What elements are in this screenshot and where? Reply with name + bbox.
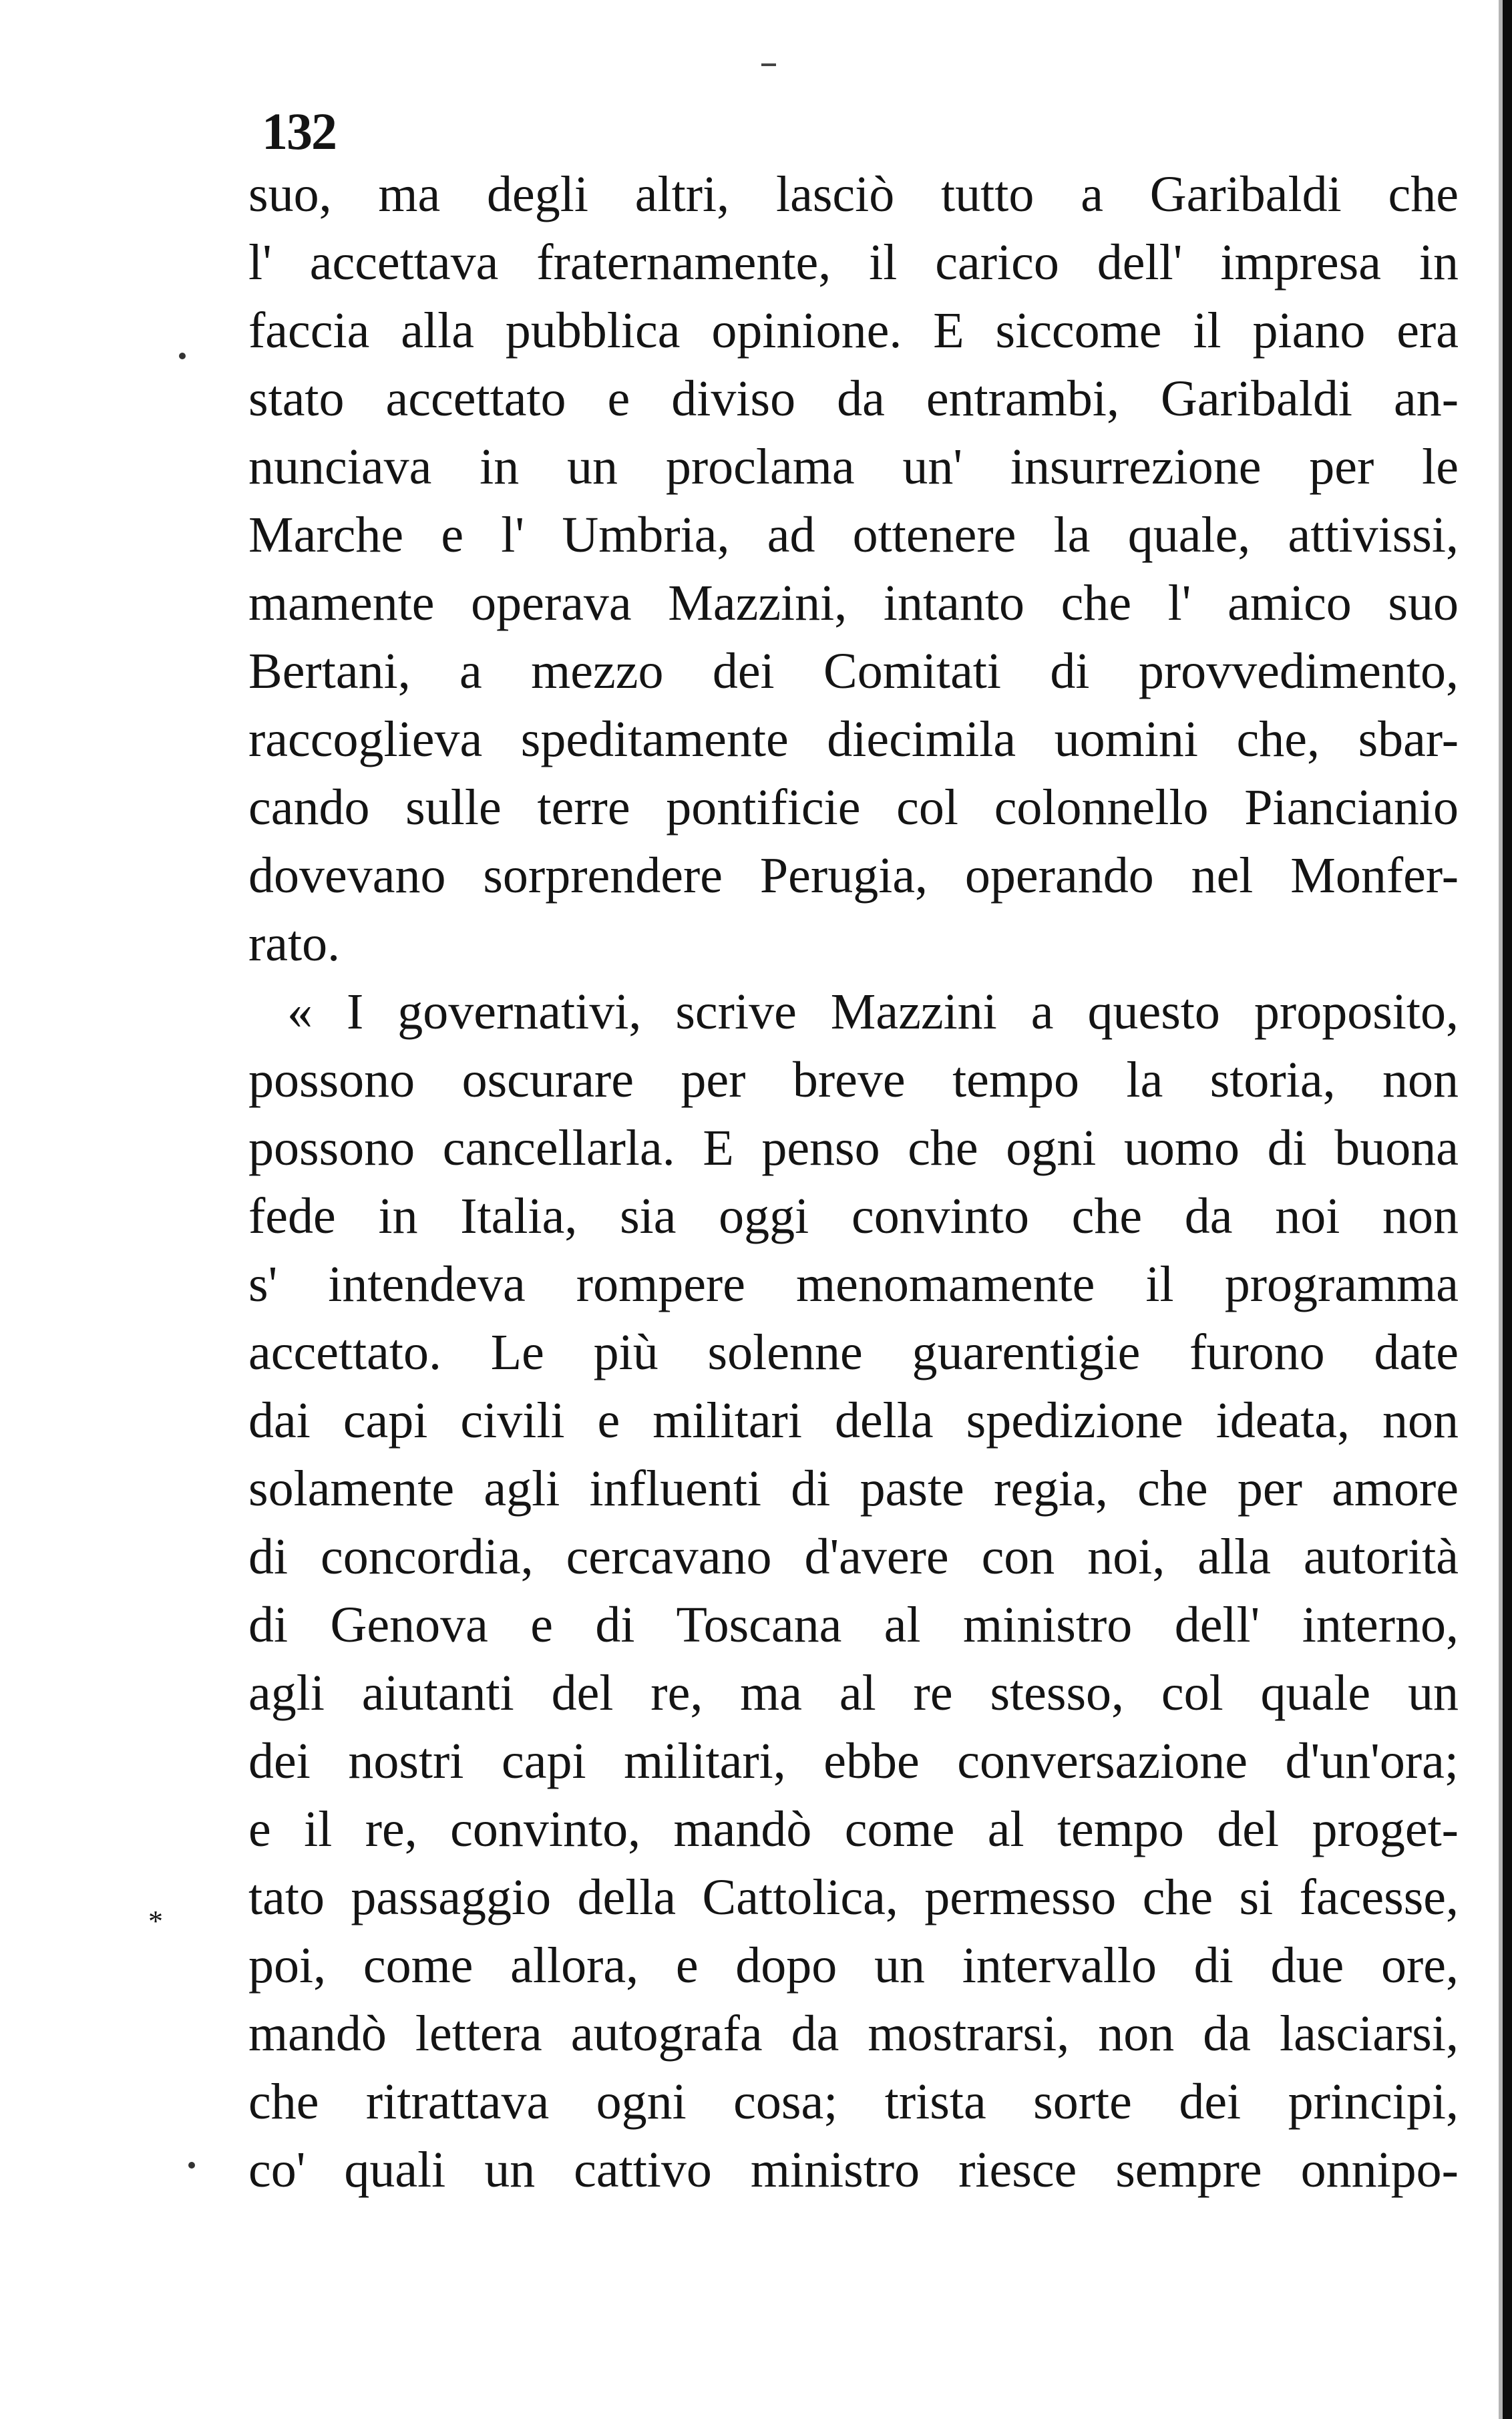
text-line: agli aiutanti del re, ma al re stesso, col quale un — [248, 1665, 1459, 1721]
text-line: fede in Italia, sia oggi convinto che da noi non — [248, 1188, 1459, 1244]
text-line: l' accettava fraternamente, il carico dell' impresa in — [248, 234, 1459, 291]
text-line: solamente agli influenti di paste regia, che per amore — [248, 1461, 1459, 1517]
text-line: mamente operava Mazzini, intanto che l' amico suo — [248, 575, 1459, 631]
text-line: cando sulle terre pontificie col colonnello Piancianio — [248, 779, 1459, 835]
text-line: s' intendeva rompere menomamente il programma — [248, 1256, 1459, 1312]
text-line: co' quali un cattivo ministro riesce sempre onnipo- — [248, 2142, 1459, 2198]
text-line: raccoglieva speditamente diecimila uomini che, sbar- — [248, 711, 1459, 767]
margin-mark: * — [148, 1905, 163, 1937]
text-line: faccia alla pubblica opinione. E siccome il piano era — [248, 303, 1459, 359]
text-line: di concordia, cercavano d'avere con noi, alla autorità — [248, 1529, 1459, 1585]
margin-dot — [179, 353, 186, 359]
text-line: nunciava in un proclama un' insurrezione per le — [248, 439, 1459, 495]
text-line: Marche e l' Umbria, ad ottenere la quale, attivissi, — [248, 507, 1459, 563]
text-line: suo, ma degli altri, lasciò tutto a Garibaldi che — [248, 166, 1459, 222]
text-line: e il re, convinto, mandò come al tempo del proget- — [248, 1801, 1459, 1857]
ink-speck — [761, 63, 776, 66]
text-line: tato passaggio della Cattolica, permesso che si facesse, — [248, 1869, 1459, 1925]
margin-dot — [188, 2162, 195, 2169]
text-line: dovevano sorprendere Perugia, operando nel Monfer- — [248, 848, 1459, 904]
text-line: poi, come allora, e dopo un intervallo di due ore, — [248, 1937, 1459, 1994]
text-line: di Genova e di Toscana al ministro dell' interno, — [248, 1597, 1459, 1653]
text-line: rato. — [248, 916, 341, 972]
quote-start-line: « I governativi, scrive Mazzini a questo proposito, — [287, 984, 1459, 1040]
text-line: accettato. Le più solenne guarentigie furono date — [248, 1324, 1459, 1380]
text-line: dei nostri capi militari, ebbe conversazione d'un'ora; — [248, 1733, 1459, 1789]
text-line: possono oscurare per breve tempo la storia, non — [248, 1052, 1459, 1108]
body-text — [248, 160, 1459, 2204]
text-line: mandò lettera autografa da mostrarsi, non da lasciarsi, — [248, 2006, 1459, 2062]
page-edge — [1503, 0, 1512, 2419]
text-line: dai capi civili e militari della spedizione ideata, non — [248, 1392, 1459, 1449]
text-line: Bertani, a mezzo dei Comitati di provvedimento, — [248, 643, 1459, 699]
text-line: possono cancellarla. E penso che ogni uomo di buona — [248, 1120, 1459, 1176]
text-line: stato accettato e diviso da entrambi, Garibaldi an- — [248, 371, 1459, 427]
text-line: che ritrattava ogni cosa; trista sorte dei principi, — [248, 2074, 1459, 2130]
page-number: 132 — [262, 102, 336, 160]
